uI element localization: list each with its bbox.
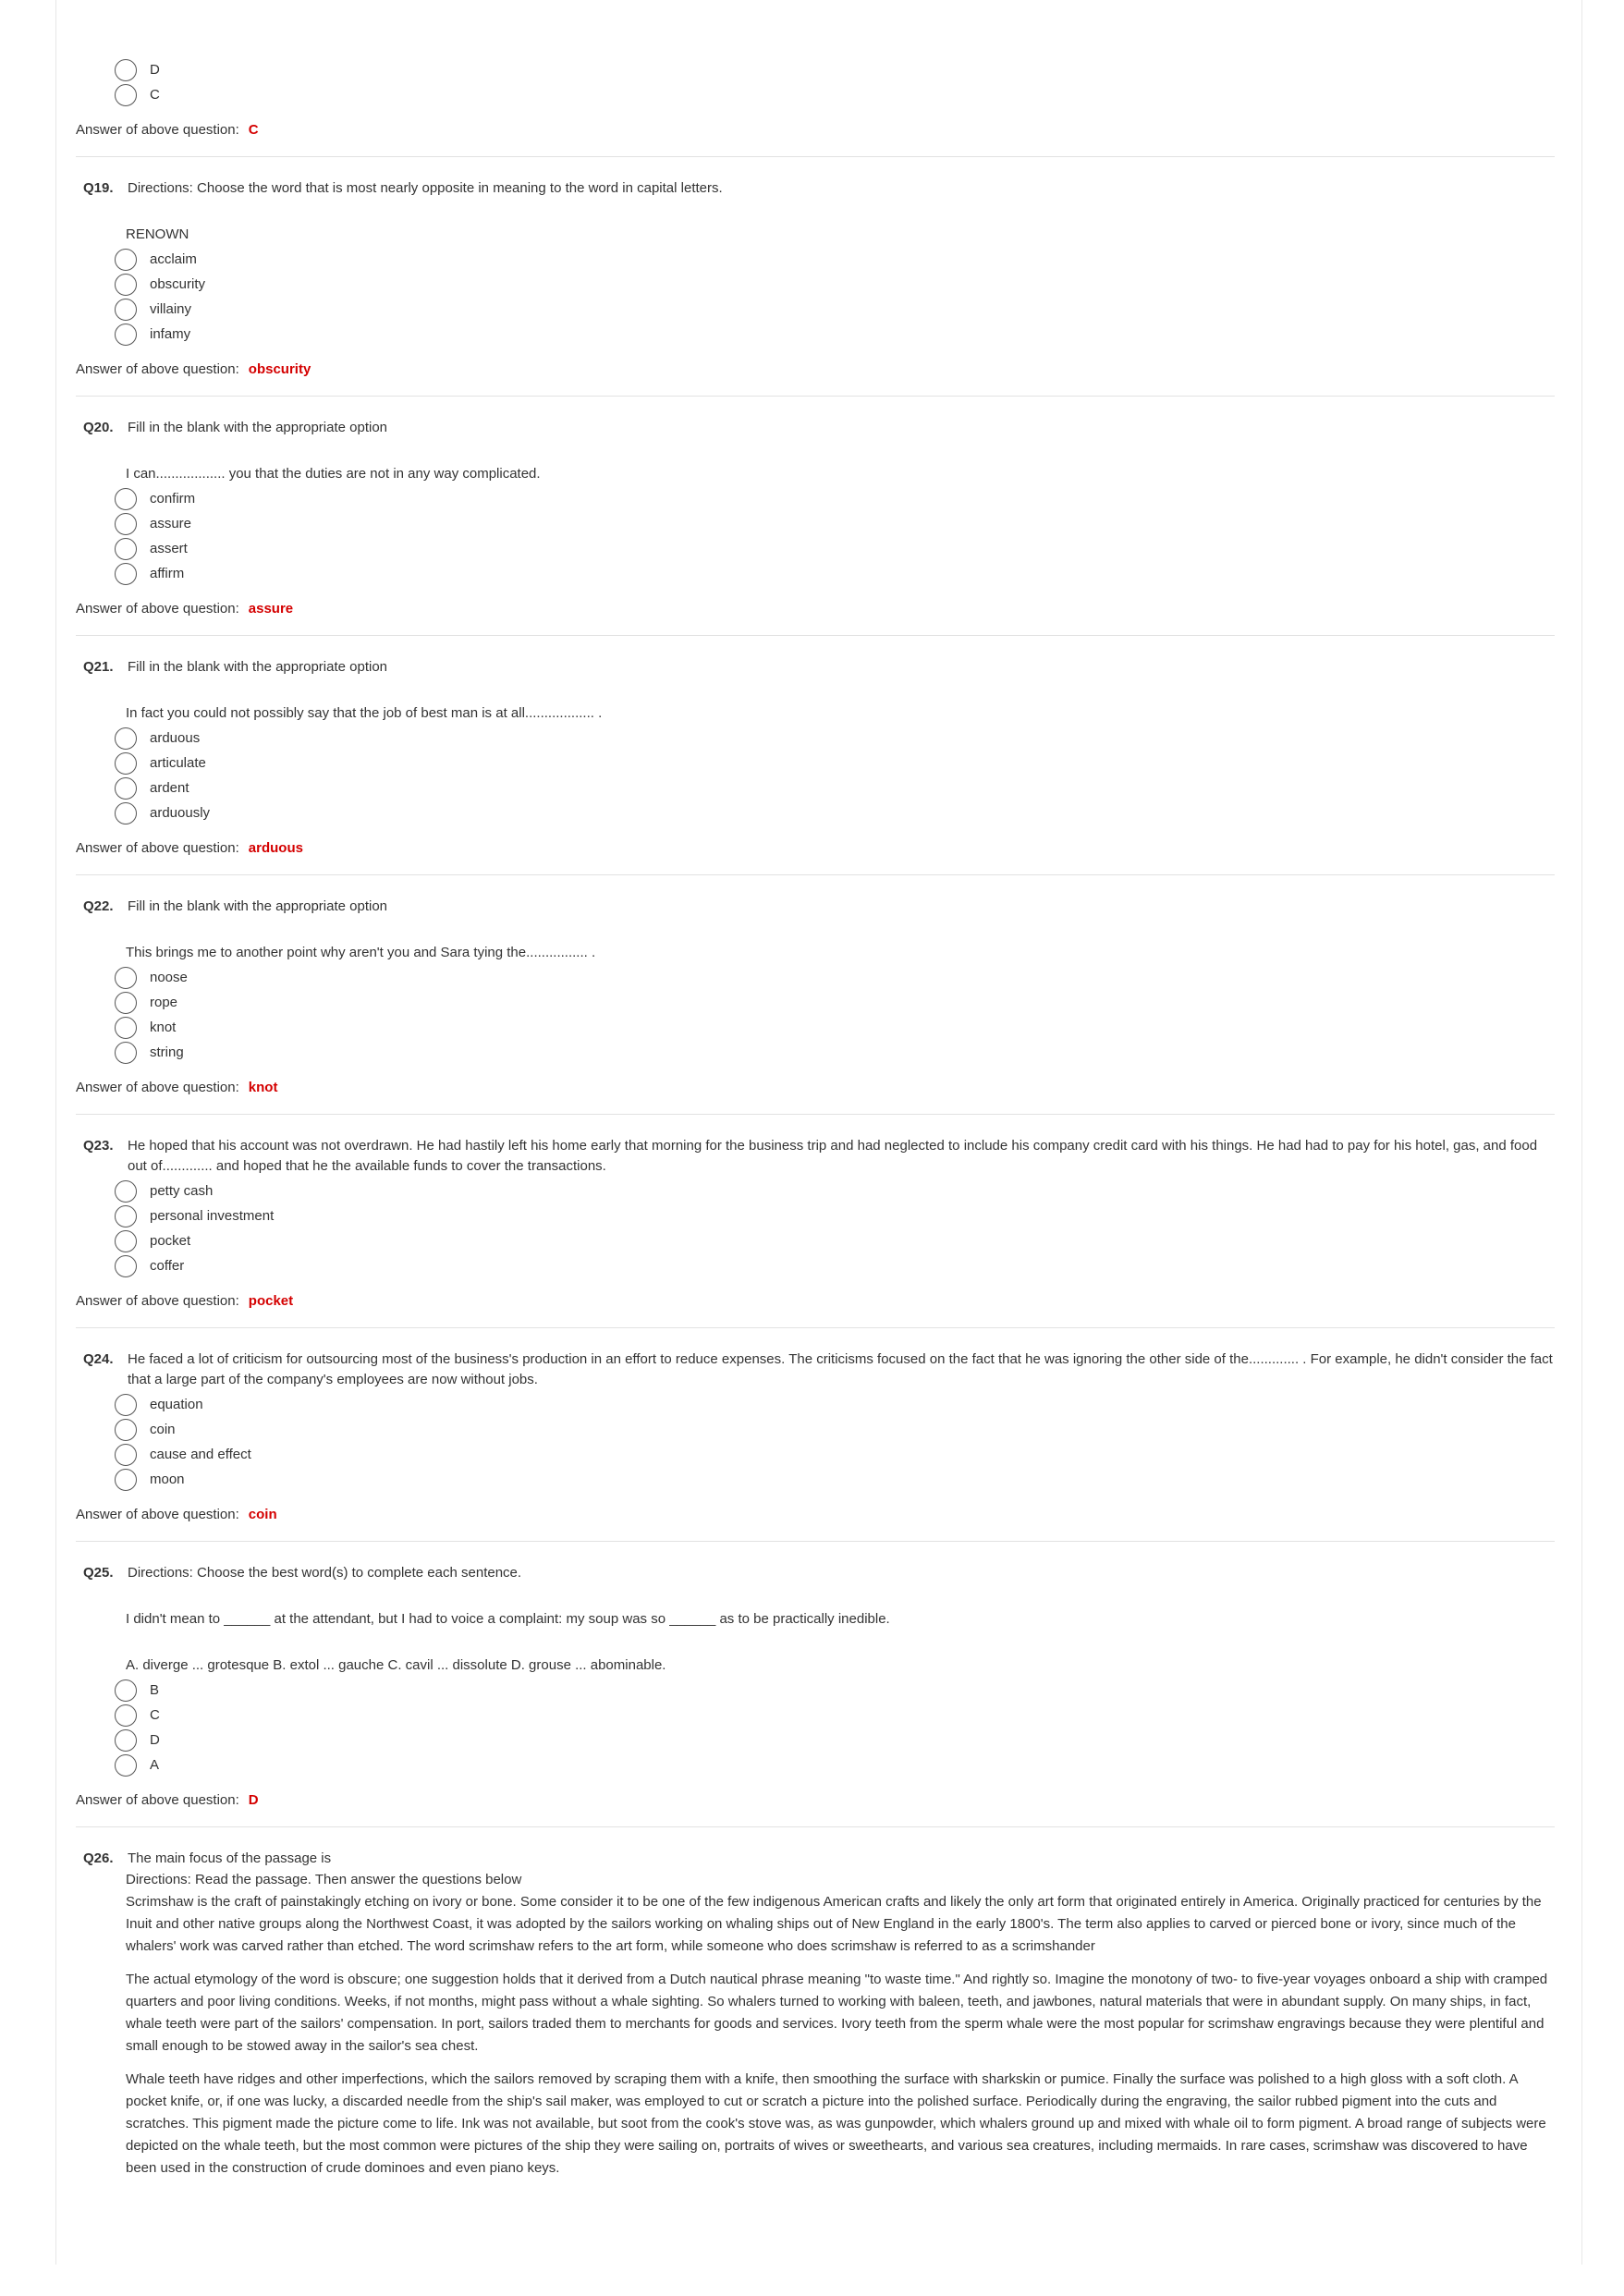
- option-row[interactable]: [76, 990, 1555, 1015]
- radio-button[interactable]: [115, 538, 137, 560]
- divider: [76, 874, 1555, 875]
- answer-value: C: [248, 122, 259, 138]
- option-label: villainy: [150, 301, 192, 317]
- divider: [76, 1541, 1555, 1542]
- answer-line: [76, 1078, 1555, 1098]
- radio-button[interactable]: [115, 324, 137, 346]
- option-row[interactable]: [76, 1467, 1555, 1492]
- option-row[interactable]: [76, 776, 1555, 800]
- question-header: [76, 1136, 1555, 1177]
- option-label: arduous: [150, 730, 201, 746]
- option-label: personal investment: [150, 1208, 275, 1224]
- answer-value: knot: [248, 1080, 278, 1095]
- option-row[interactable]: [76, 486, 1555, 511]
- answer-value: arduous: [248, 840, 303, 856]
- option-row[interactable]: [76, 561, 1555, 586]
- options-list: [76, 965, 1555, 1065]
- answer-label: Answer of above question:: [76, 601, 239, 617]
- answer-value: pocket: [248, 1293, 294, 1309]
- question-text: Fill in the blank with the appropriate option: [128, 898, 388, 914]
- option-label: coffer: [150, 1258, 185, 1274]
- answer-line: [76, 838, 1555, 859]
- answer-line: [76, 1790, 1555, 1811]
- answer-line: [76, 360, 1555, 380]
- option-label: ardent: [150, 780, 189, 796]
- option-row[interactable]: [76, 511, 1555, 536]
- radio-button[interactable]: [115, 59, 137, 81]
- options-list: [76, 247, 1555, 347]
- radio-button[interactable]: [115, 274, 137, 296]
- question-stem: RENOWN: [126, 226, 189, 242]
- divider: [76, 156, 1555, 157]
- option-label: equation: [150, 1397, 203, 1412]
- option-row[interactable]: [76, 1417, 1555, 1442]
- option-row[interactable]: [76, 800, 1555, 825]
- question-text: Directions: Choose the best word(s) to complete each sentence.: [128, 1565, 522, 1581]
- option-label: noose: [150, 970, 188, 985]
- option-row[interactable]: [76, 57, 1555, 82]
- radio-button[interactable]: [115, 752, 137, 775]
- radio-button[interactable]: [115, 299, 137, 321]
- question-number: Q26.: [83, 1850, 114, 1866]
- answer-label: Answer of above question:: [76, 1293, 239, 1309]
- radio-button[interactable]: [115, 1042, 137, 1064]
- option-label: moon: [150, 1472, 185, 1487]
- prev-options: [76, 57, 1555, 107]
- option-label: assure: [150, 516, 192, 531]
- answer-value: coin: [248, 1507, 277, 1522]
- radio-button[interactable]: [115, 563, 137, 585]
- passage-paragraph: The actual etymology of the word is obscure; one suggestion holds that it derived from a Dutch nautical phrase meaning "to waste time." And rightly so. Imagine the monotony of two- to five-year voyages onboard a ship with cramped quarters and poor living conditions. Weeks, if not months, might pass without a whale sighting. So whalers turned to working with baleen, teeth, and jawbones, natural materials that were in abundant supply. On many ships, in fact, whale teeth were part of the sailors' compensation. In port, sailors traded them to merchants for goods and services. Ivory teeth from the sperm whale were the most popular for scrimshaw engravings because they were plentiful and small enough to be stowed away in the sailor's sea chest.: [126, 1972, 1548, 2054]
- divider: [76, 396, 1555, 397]
- options-list: [76, 1392, 1555, 1492]
- radio-button[interactable]: [115, 1729, 137, 1752]
- radio-button[interactable]: [115, 1704, 137, 1727]
- question-header: [76, 657, 1555, 678]
- option-row[interactable]: [76, 1442, 1555, 1467]
- question-header: [76, 1563, 1555, 1583]
- option-row[interactable]: [76, 1392, 1555, 1417]
- option-label: articulate: [150, 755, 206, 771]
- option-label: A: [150, 1757, 160, 1773]
- question-header: [76, 897, 1555, 917]
- option-row[interactable]: [76, 1678, 1555, 1703]
- answer-value: D: [248, 1792, 259, 1808]
- radio-button[interactable]: [115, 1255, 137, 1277]
- option-row[interactable]: [76, 297, 1555, 322]
- answer-label: Answer of above question:: [76, 1792, 239, 1808]
- radio-button[interactable]: [115, 802, 137, 824]
- radio-button[interactable]: [115, 1394, 137, 1416]
- passage-paragraph: Scrimshaw is the craft of painstakingly etching on ivory or bone. Some consider it to be one of the few indigenous American crafts and likely the only art form that originated entirely in America. Originally practiced for centuries by the Inuit and other native groups along the Northwest Coast, it was adopted by the sailors working on whaling ships out of New England in the early 1800's. The term also applies to carved or pierced bone or ivory, since much of the whalers' work was carved rather than etched. The word scrimshaw refers to the art form, while someone who does scrimshaw is referred to as a scrimshander: [126, 1894, 1542, 1954]
- radio-button[interactable]: [115, 777, 137, 800]
- radio-button[interactable]: [115, 84, 137, 106]
- radio-button[interactable]: [115, 1469, 137, 1491]
- answer-line: [76, 120, 1555, 140]
- question-stem: This brings me to another point why aren't you and Sara tying the................ .: [126, 945, 596, 960]
- option-label: D: [150, 1732, 160, 1748]
- radio-button[interactable]: [115, 249, 137, 271]
- divider: [76, 1826, 1555, 1827]
- question-header: [76, 1350, 1555, 1390]
- question-text: He hoped that his account was not overdrawn. He had hastily left his home early that morning for the business trip and had neglected to include his company credit card with his things. He had had to pay for his hotel, gas, and food out of............. and hoped that he the available funds to cover the transactions.: [128, 1138, 1538, 1174]
- question-number: Q22.: [83, 898, 114, 914]
- radio-button[interactable]: [115, 992, 137, 1014]
- question-number: Q19.: [83, 180, 114, 196]
- question-number: Q23.: [83, 1138, 114, 1154]
- option-row[interactable]: [76, 1703, 1555, 1728]
- option-row[interactable]: [76, 751, 1555, 776]
- option-row[interactable]: [76, 1228, 1555, 1253]
- answer-line: [76, 1505, 1555, 1525]
- option-row[interactable]: [76, 726, 1555, 751]
- passage-directions: Directions: Read the passage. Then answer the questions below: [126, 1872, 522, 1887]
- option-label: infamy: [150, 326, 191, 342]
- radio-button[interactable]: [115, 1444, 137, 1466]
- radio-button[interactable]: [115, 1180, 137, 1203]
- question-stem: I can.................. you that the duties are not in any way complicated.: [126, 466, 541, 482]
- option-label: knot: [150, 1020, 177, 1035]
- passage-paragraph: Whale teeth have ridges and other imperfections, which the sailors removed by scraping them with a knife, then smoothing the surface with sharkskin or pumice. Finally the surface was polished to a high gloss with a soft cloth. A pocket knife, or, if one was lucky, a discarded needle from the ship's sail maker, was employed to cut or scratch a picture into the polished surface. Periodically during the engraving, the sailor rubbed pigment into the cuts and scratches. This pigment made the picture come to life. Ink was not available, but soot from the cook's stove was, as was gunpowder, which whalers ground up and mixed with whale oil to form pigment. A broad range of subjects were depicted on the whale teeth, but the most common were pictures of the ship they were sailing on, portraits of wives or sweethearts, and various sea creatures, including mermaids. In rare cases, scrimshaw was discovered to have been used in the construction of crude dominoes and even piano keys.: [126, 2071, 1546, 2176]
- answer-value: assure: [248, 601, 294, 617]
- radio-button[interactable]: [115, 1754, 137, 1777]
- quiz-content: [76, 55, 1555, 2180]
- option-row[interactable]: [76, 1728, 1555, 1753]
- question-number: Q25.: [83, 1565, 114, 1581]
- question-header: [76, 178, 1555, 199]
- option-row[interactable]: [76, 322, 1555, 347]
- radio-button[interactable]: [115, 1205, 137, 1227]
- option-row[interactable]: [76, 965, 1555, 990]
- answer-label: Answer of above question:: [76, 361, 239, 377]
- divider: [76, 1327, 1555, 1328]
- option-label: cause and effect: [150, 1447, 251, 1462]
- radio-button[interactable]: [115, 1419, 137, 1441]
- question-stem: In fact you could not possibly say that the job of best man is at all.................. .: [126, 705, 603, 721]
- radio-button[interactable]: [115, 967, 137, 989]
- radio-button[interactable]: [115, 488, 137, 510]
- question-choices-key: A. diverge ... grotesque B. extol ... gauche C. cavil ... dissolute D. grouse ... abominable.: [126, 1657, 666, 1673]
- option-label: confirm: [150, 491, 196, 507]
- option-label: B: [150, 1682, 160, 1698]
- answer-label: Answer of above question:: [76, 122, 239, 138]
- option-label: C: [150, 1707, 160, 1723]
- radio-button[interactable]: [115, 1230, 137, 1252]
- option-label: coin: [150, 1422, 176, 1437]
- answer-value: obscurity: [248, 361, 311, 377]
- option-row[interactable]: [76, 536, 1555, 561]
- radio-button[interactable]: [115, 1017, 137, 1039]
- option-row[interactable]: [76, 247, 1555, 272]
- option-label: acclaim: [150, 251, 197, 267]
- divider: [76, 635, 1555, 636]
- option-row[interactable]: [76, 82, 1555, 107]
- question-header: [76, 1849, 1555, 1869]
- question-stem: I didn't mean to ______ at the attendant, but I had to voice a complaint: my soup was so ______ as to be practically inedible.: [126, 1611, 890, 1627]
- option-label: obscurity: [150, 276, 206, 292]
- question-number: Q24.: [83, 1351, 114, 1367]
- option-row[interactable]: [76, 272, 1555, 297]
- option-label: assert: [150, 541, 188, 556]
- question-text: He faced a lot of criticism for outsourcing most of the business's production in an effort to reduce expenses. The criticisms focused on the fact that he was ignoring the other side of the............. . For example, he didn't consider the fact that a large part of the company's employees are now without jobs.: [128, 1351, 1553, 1387]
- question-number: Q21.: [83, 659, 114, 675]
- answer-line: [76, 599, 1555, 619]
- radio-button[interactable]: [115, 1679, 137, 1702]
- option-label: D: [150, 62, 160, 78]
- option-label: arduously: [150, 805, 211, 821]
- question-text: Directions: Choose the word that is most nearly opposite in meaning to the word in capital letters.: [128, 180, 723, 196]
- options-list: [76, 1678, 1555, 1777]
- option-label: rope: [150, 995, 178, 1010]
- options-list: [76, 486, 1555, 586]
- divider: [76, 1114, 1555, 1115]
- option-row[interactable]: [76, 1253, 1555, 1278]
- question-text: Fill in the blank with the appropriate option: [128, 420, 388, 435]
- options-list: [76, 1179, 1555, 1278]
- option-row[interactable]: [76, 1203, 1555, 1228]
- answer-label: Answer of above question:: [76, 840, 239, 856]
- question-number: Q20.: [83, 420, 114, 435]
- answer-label: Answer of above question:: [76, 1507, 239, 1522]
- option-label: C: [150, 87, 160, 103]
- question-header: [76, 418, 1555, 438]
- radio-button[interactable]: [115, 513, 137, 535]
- answer-line: [76, 1291, 1555, 1312]
- option-row[interactable]: [76, 1179, 1555, 1203]
- options-list: [76, 726, 1555, 825]
- option-row[interactable]: [76, 1015, 1555, 1040]
- answer-label: Answer of above question:: [76, 1080, 239, 1095]
- option-label: pocket: [150, 1233, 191, 1249]
- question-text: The main focus of the passage is: [128, 1850, 332, 1866]
- option-label: petty cash: [150, 1183, 214, 1199]
- option-label: string: [150, 1044, 184, 1060]
- option-row[interactable]: [76, 1040, 1555, 1065]
- option-row[interactable]: [76, 1753, 1555, 1777]
- option-label: affirm: [150, 566, 185, 581]
- question-text: Fill in the blank with the appropriate option: [128, 659, 388, 675]
- radio-button[interactable]: [115, 727, 137, 750]
